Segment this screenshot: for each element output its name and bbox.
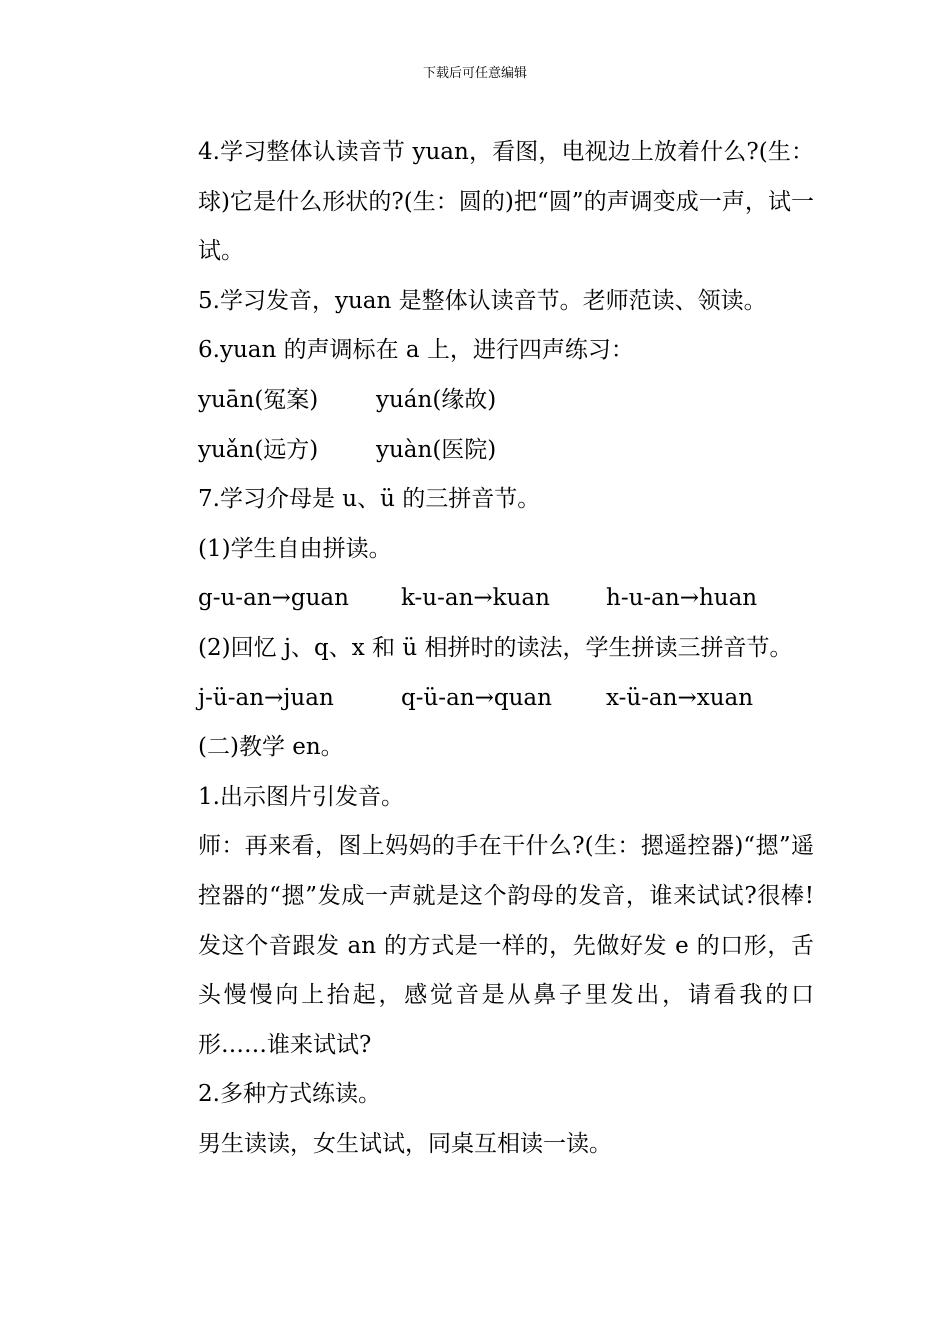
paragraph-yuan-pronounce: 5.学习发音，yuan 是整体认读音节。老师范读、领读。 [198, 287, 767, 314]
tone-item: yuàn(医院) [376, 436, 497, 463]
paragraph-group-reading: 男生读读，女生试试，同桌互相读一读。 [198, 1130, 612, 1157]
paragraph-recall-jqx: (2)回忆 j、q、x 和 ü 相拼时的读法，学生拼读三拼音节。 [198, 634, 793, 661]
paragraph-practice-methods: 2.多种方式练读。 [198, 1081, 381, 1108]
tone-item: yuán(缘故) [376, 386, 497, 413]
pinyin-row-v [146, 674, 814, 724]
pinyin-row-u [146, 574, 814, 624]
tone-row-1 [146, 376, 814, 426]
pinyin-item: j-ü-an→juan [198, 684, 334, 711]
tone-item: yuǎn(远方) [198, 436, 319, 463]
pinyin-item: k-u-an→kuan [401, 585, 550, 612]
paragraph-show-picture: 1.出示图片引发音。 [198, 783, 404, 810]
paragraph-tone-practice: 6.yuan 的声调标在 a 上，进行四声练习： [198, 337, 634, 364]
pinyin-item: x-ü-an→xuan [606, 684, 754, 711]
pinyin-item: q-ü-an→quan [401, 684, 552, 711]
pinyin-item: g-u-an→guan [198, 585, 349, 612]
paragraph-teacher-dialogue: 师：再来看，图上妈妈的手在干什么?(生：摁遥控器)“摁”遥控器的“摁”发成一声就是这个韵母的发音，谁来试试?很棒!发这个音跟发 an 的方式是一样的，先做好发 e 的口形，舌头慢慢向上抬起，感觉音是从鼻子里发出，请看我的口形……谁来试试? [198, 833, 814, 1058]
paragraph-free-reading: (1)学生自由拼读。 [198, 535, 392, 562]
paragraph-yuan-intro: 4.学习整体认读音节 yuan，看图，电视边上放着什么?(生：球)它是什么形状的?(生：圆的)把“圆”的声调变成一声，试一试。 [198, 139, 814, 265]
page-header: 下载后可任意编辑 [422, 66, 527, 81]
pinyin-item: h-u-an→huan [606, 585, 758, 612]
paragraph-three-part-syllables: 7.学习介母是 u、ü 的三拼音节。 [198, 486, 541, 513]
tone-item: yuān(冤案) [198, 386, 319, 413]
section-heading-en: (二)教学 en。 [198, 734, 344, 761]
tone-row-2 [146, 426, 814, 476]
document-body [146, 128, 814, 1169]
